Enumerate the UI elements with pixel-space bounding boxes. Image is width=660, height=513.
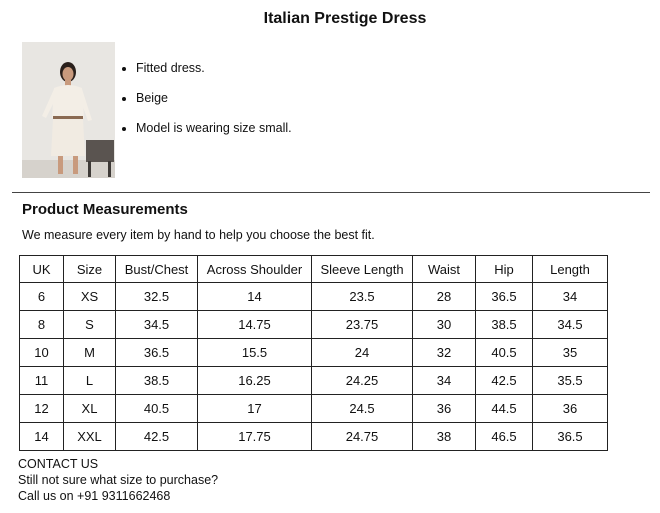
- table-cell: 40.5: [116, 395, 198, 423]
- table-cell: 24.5: [312, 395, 413, 423]
- table-cell: 38.5: [116, 367, 198, 395]
- table-cell: 34: [533, 283, 608, 311]
- table-cell: 14: [20, 423, 64, 451]
- table-cell: 16.25: [198, 367, 312, 395]
- contact-question: Still not sure what size to purchase?: [18, 473, 219, 487]
- feature-item: • Model is wearing size small.: [136, 120, 292, 150]
- table-cell: 6: [20, 283, 64, 311]
- table-cell: 32: [413, 339, 476, 367]
- table-cell: 24.25: [312, 367, 413, 395]
- table-cell: 15.5: [198, 339, 312, 367]
- table-cell: 14.75: [198, 311, 312, 339]
- table-cell: 35.5: [533, 367, 608, 395]
- table-row: [20, 283, 608, 311]
- table-row: [20, 395, 608, 423]
- table-cell: 36.5: [116, 339, 198, 367]
- table-row: [20, 339, 608, 367]
- table-row: [20, 311, 608, 339]
- table-cell: 23.75: [312, 311, 413, 339]
- table-cell: 36.5: [533, 423, 608, 451]
- column-header: Waist: [413, 256, 476, 283]
- section-divider: [12, 192, 650, 193]
- table-cell: 32.5: [116, 283, 198, 311]
- table-cell: 8: [20, 311, 64, 339]
- table-cell: XS: [64, 283, 116, 311]
- table-cell: 23.5: [312, 283, 413, 311]
- product-title: Italian Prestige Dress: [263, 10, 427, 27]
- table-cell: 10: [20, 339, 64, 367]
- column-header: Length: [533, 256, 608, 283]
- feature-item: • Fitted dress.: [136, 60, 292, 90]
- table-cell: 36: [533, 395, 608, 423]
- contact-phone: Call us on +91 9311662468: [18, 489, 171, 503]
- table-cell: XXL: [64, 423, 116, 451]
- table-cell: 30: [413, 311, 476, 339]
- table-cell: 11: [20, 367, 64, 395]
- table-cell: 14: [198, 283, 312, 311]
- size-chart-table: [19, 255, 608, 451]
- table-cell: 44.5: [476, 395, 533, 423]
- table-row: [20, 423, 608, 451]
- column-header: Size: [64, 256, 116, 283]
- table-cell: S: [64, 311, 116, 339]
- table-cell: 24.75: [312, 423, 413, 451]
- column-header: UK: [20, 256, 64, 283]
- table-cell: 34.5: [116, 311, 198, 339]
- table-cell: 17: [198, 395, 312, 423]
- column-header: Across Shoulder: [198, 256, 312, 283]
- table-cell: 46.5: [476, 423, 533, 451]
- contact-heading: CONTACT US: [18, 457, 99, 471]
- column-header: Bust/Chest: [116, 256, 198, 283]
- table-cell: 17.75: [198, 423, 312, 451]
- table-cell: XL: [64, 395, 116, 423]
- table-header-row: [20, 256, 608, 283]
- table-cell: 36: [413, 395, 476, 423]
- table-cell: 36.5: [476, 283, 533, 311]
- table-cell: 40.5: [476, 339, 533, 367]
- table-cell: 38.5: [476, 311, 533, 339]
- feature-item: • Beige: [136, 90, 292, 120]
- contact-block: [18, 456, 218, 504]
- product-photo: [22, 42, 115, 178]
- table-cell: 42.5: [116, 423, 198, 451]
- table-cell: 35: [533, 339, 608, 367]
- product-features: [120, 60, 292, 150]
- table-cell: 42.5: [476, 367, 533, 395]
- table-cell: M: [64, 339, 116, 367]
- table-cell: 34.5: [533, 311, 608, 339]
- table-cell: 28: [413, 283, 476, 311]
- table-cell: L: [64, 367, 116, 395]
- table-cell: 12: [20, 395, 64, 423]
- column-header: Hip: [476, 256, 533, 283]
- table-cell: 38: [413, 423, 476, 451]
- measurements-subheading: We measure every item by hand to help you choose the best fit.: [22, 228, 375, 242]
- table-cell: 34: [413, 367, 476, 395]
- column-header: Sleeve Length: [312, 256, 413, 283]
- measurements-heading: Product Measurements: [22, 201, 188, 218]
- table-cell: 24: [312, 339, 413, 367]
- table-row: [20, 367, 608, 395]
